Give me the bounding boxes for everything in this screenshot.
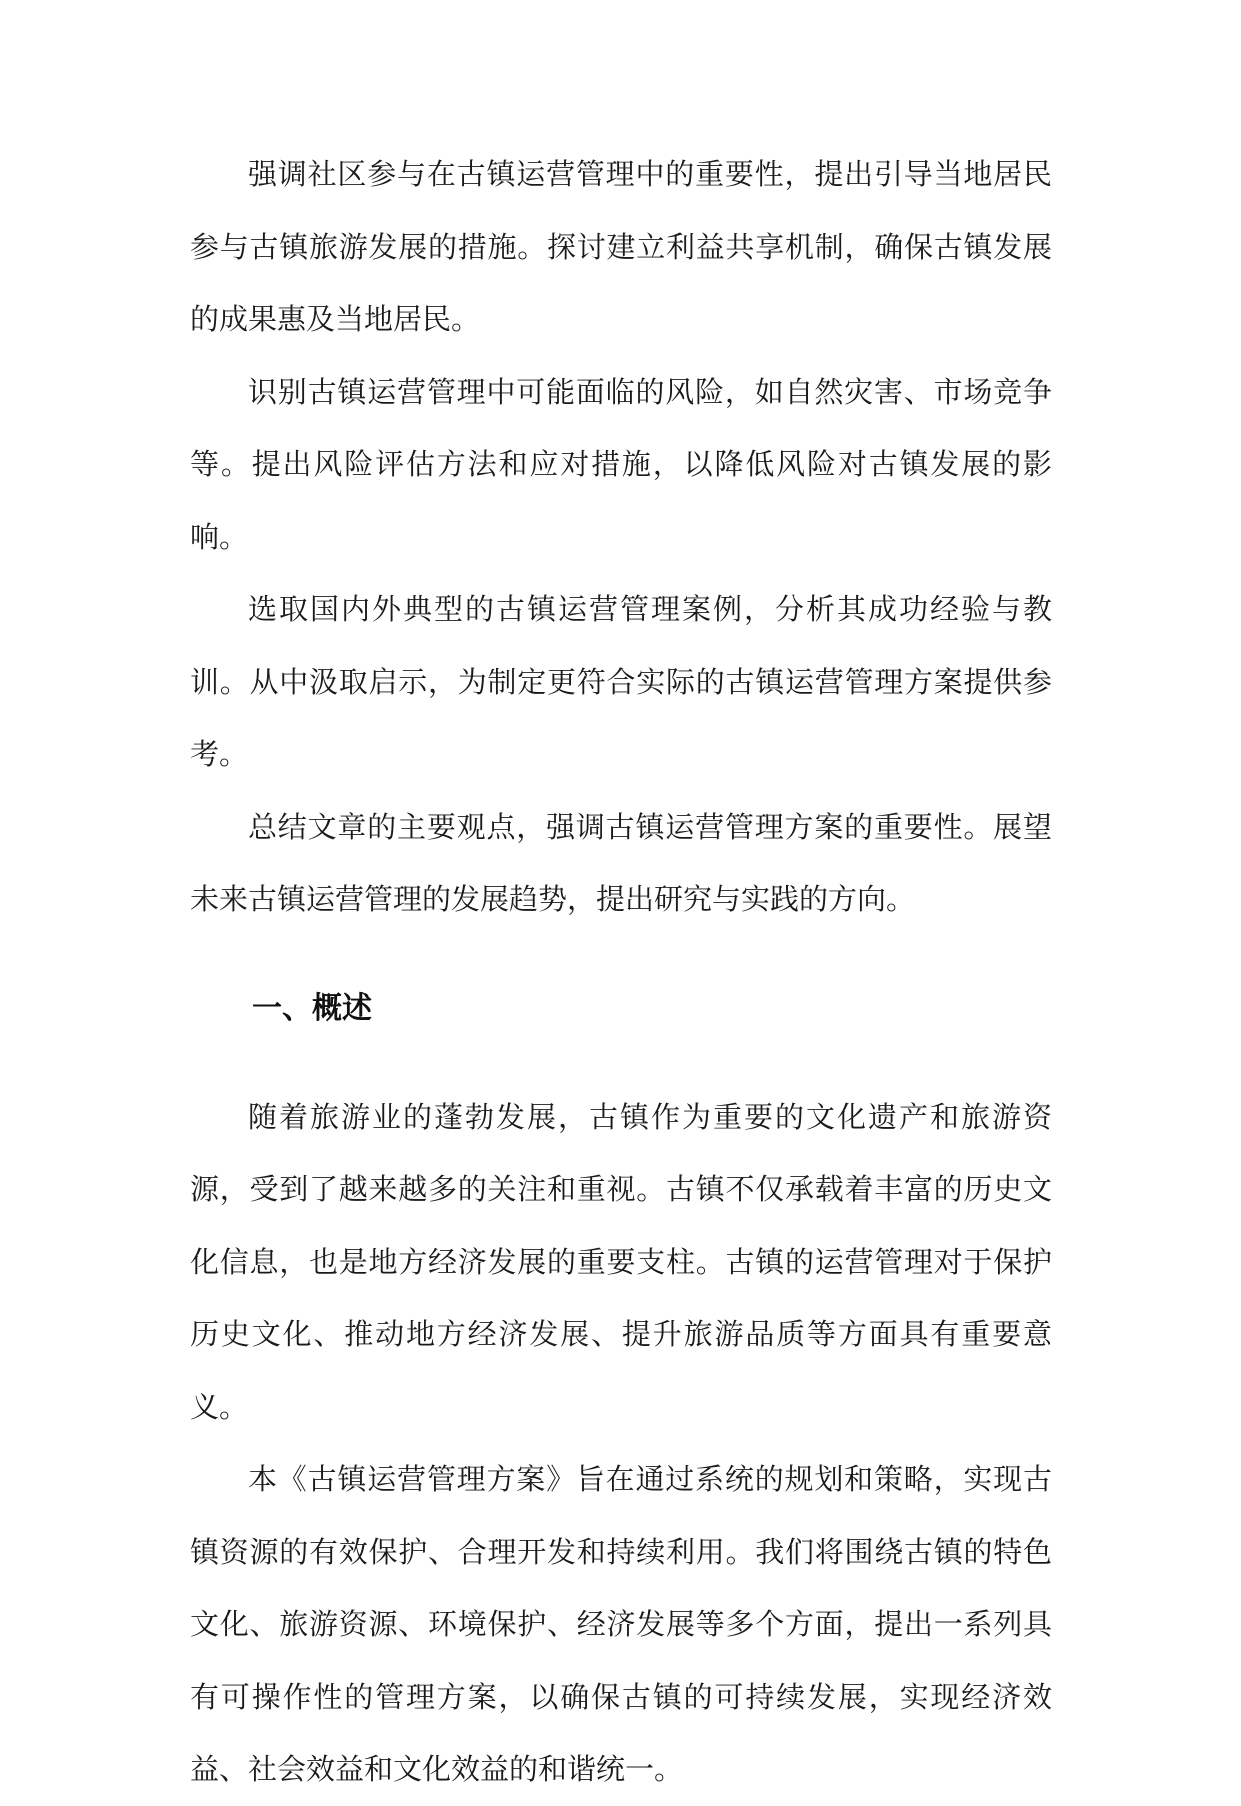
paragraph-risk-management: 识别古镇运营管理中可能面临的风险，如自然灾害、市场竞争等。提出风险评估方法和应对措施，以降低风险对古镇发展的影响。 <box>190 374 1052 554</box>
paragraph-conclusion: 总结文章的主要观点，强调古镇运营管理方案的重要性。展望未来古镇运营管理的发展趋势，提出研究与实践的方向。 <box>190 809 1052 916</box>
paragraph-overview-background: 随着旅游业的蓬勃发展，古镇作为重要的文化遗产和旅游资源，受到了越来越多的关注和重视。古镇不仅承载着丰富的历史文化信息，也是地方经济发展的重要支柱。古镇的运营管理对于保护历史文化、推动地方经济发展、提升旅游品质等方面具有重要意义。 <box>190 1099 1052 1424</box>
paragraph-case-studies: 选取国内外典型的古镇运营管理案例，分析其成功经验与教训。从中汲取启示，为制定更符合实际的古镇运营管理方案提供参考。 <box>190 592 1052 771</box>
paragraph-community-participation: 强调社区参与在古镇运营管理中的重要性，提出引导当地居民参与古镇旅游发展的措施。探讨建立利益共享机制，确保古镇发展的成果惠及当地居民。 <box>190 157 1052 336</box>
section-heading-overview: 一、概述 <box>252 990 372 1026</box>
document-body <box>190 138 1052 1806</box>
paragraph-overview-purpose: 本《古镇运营管理方案》旨在通过系统的规划和策略，实现古镇资源的有效保护、合理开发和持续利用。我们将围绕古镇的特色文化、旅游资源、环境保护、经济发展等多个方面，提出一系列具有可操作性的管理方案，以确保古镇的可持续发展，实现经济效益、社会效益和文化效益的和谐统一。 <box>190 1462 1052 1786</box>
